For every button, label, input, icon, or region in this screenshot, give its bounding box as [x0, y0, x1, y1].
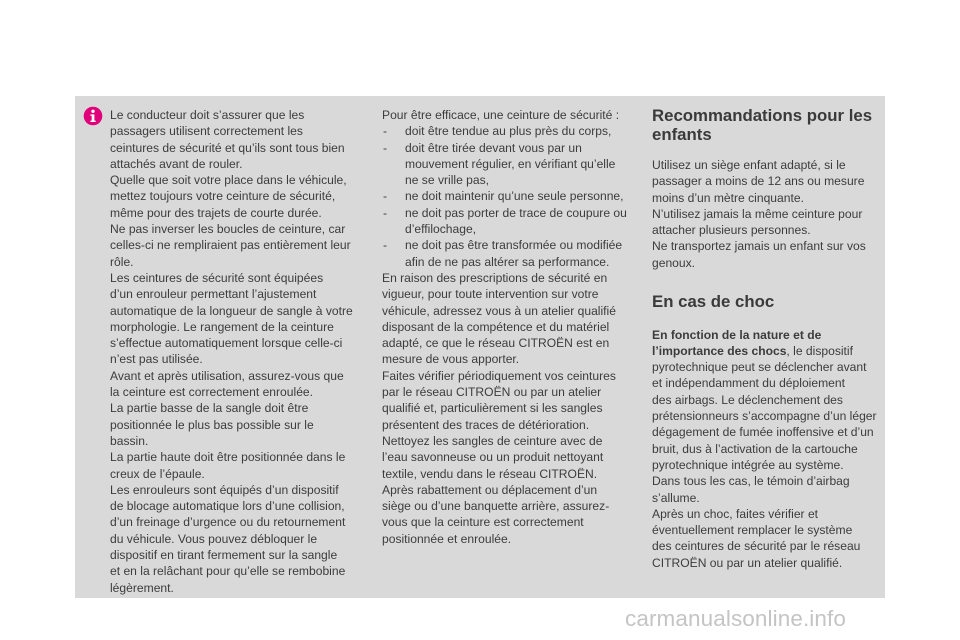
text-line-bold	[652, 327, 878, 343]
text-line: CITROËN ou par un atelier qualifié.	[652, 555, 843, 570]
text-line: Dans tous les cas, le témoin d’airbag	[652, 474, 850, 489]
text-line: et indépendamment du déploiement	[652, 376, 845, 391]
text-line: même pour des trajets de courte durée.	[110, 205, 322, 220]
text-line: des airbags. Le déclenchement des	[652, 392, 843, 407]
text-line: de blocage automatique lors d’une collision,	[110, 499, 345, 514]
text-line: disposant de la compétence et du matériel	[382, 319, 610, 334]
list-item-line: - doit être tirée devant vous par un	[405, 140, 582, 155]
text-line: bruit, dus à l’activation de la cartouche	[652, 441, 858, 456]
text-line: genoux.	[652, 255, 696, 270]
text-line: mettez toujours votre ceinture de sécurité,	[110, 189, 336, 204]
text-line: moins d’un mètre cinquante.	[652, 190, 804, 205]
text-line: vigueur, pour toute intervention sur votre	[382, 287, 599, 302]
text-line: véhicule, adressez vous à un atelier qualifié	[382, 303, 616, 318]
text-line: n’est pas utilisée.	[110, 352, 203, 367]
text-line: Le conducteur doit s’assurer que les	[110, 108, 305, 122]
column-right	[652, 107, 878, 571]
text-line: adapté, ce que le réseau CITROËN est en	[382, 336, 610, 351]
text-line: celles-ci ne rempliraient pas entièrement leur	[110, 238, 351, 253]
text-line: Après rabattement ou déplacement d’un	[382, 482, 598, 497]
text-line: Ne transportez jamais un enfant sur vos	[652, 239, 866, 254]
text-line: attachés avant de rouler.	[110, 156, 243, 171]
watermark-url: carmanualsonline.info	[625, 606, 846, 631]
text-line: d’un freinage d’urgence ou du retournement	[110, 515, 346, 530]
text-line: En raison des prescriptions de sécurité en	[382, 270, 608, 285]
text-line: Faites vérifier périodiquement vos ceintures	[382, 368, 616, 383]
list-item-line: - ne doit maintenir qu’une seule personne,	[405, 189, 624, 204]
list-item-line: - doit être tendue au plus près du corps,	[405, 124, 612, 139]
text-line: siège ou d’une banquette arrière, assurez-	[382, 499, 610, 514]
text-line: Utilisez un siège enfant adapté, si le	[652, 158, 846, 172]
text-line: attacher plusieurs personnes.	[652, 223, 811, 238]
text-line: textile, vendu dans le réseau CITROËN.	[382, 466, 598, 481]
text-line: Avant et après utilisation, assurez-vous que	[110, 368, 344, 383]
column-left	[110, 107, 372, 596]
list-item-line: d’effilochage,	[405, 222, 477, 237]
text-line: Les ceintures de sécurité sont équipées	[110, 270, 324, 285]
section-heading-children	[652, 107, 878, 144]
list-item	[382, 205, 634, 238]
list-item	[382, 237, 634, 270]
text-line: pyrotechnique peut se déclencher avant	[652, 360, 867, 375]
text-line: automatique de la longueur de sangle à votre	[110, 303, 353, 318]
heading-line: Recommandations pour les	[652, 106, 873, 125]
requirements-list	[382, 123, 634, 270]
text-line: mesure de vous apporter.	[382, 352, 520, 367]
bold-text: En fonction de la nature et de	[652, 327, 822, 342]
text-line: vous que la ceinture est correctement	[382, 515, 584, 530]
list-intro: Pour être efficace, une ceinture de sécurité :	[382, 108, 620, 122]
text-line: s’effectue automatiquement lorsque celle-ci	[110, 336, 343, 351]
text-line: pyrotechnique intégrée au système.	[652, 457, 844, 472]
section-heading-crash: En cas de choc	[652, 292, 775, 312]
text-line: l’eau savonneuse ou un produit nettoyant	[382, 450, 604, 465]
text-line: passager a moins de 12 ans ou mesure	[652, 174, 865, 189]
text-line: et en la relâchant pour qu’elle se rembobine	[110, 564, 346, 579]
info-icon	[83, 106, 103, 126]
text-line: qualifié et, particulièrement si les sangles	[382, 401, 603, 416]
text-line: s’allume.	[652, 490, 700, 505]
list-item-line: - ne doit pas porter de trace de coupure ou	[405, 205, 627, 220]
list-item	[382, 188, 634, 204]
text-line: Après un choc, faites vérifier et	[652, 506, 819, 521]
list-item-line: afin de ne pas altérer sa performance.	[405, 254, 610, 269]
text-line: présentent des traces de détérioration.	[382, 417, 590, 432]
list-item-line: mouvement régulier, en vérifiant qu’elle	[405, 156, 616, 171]
text-line: des ceintures de sécurité par le réseau	[652, 539, 861, 554]
text-line: d’un enrouleur permettant l’ajustement	[110, 287, 317, 302]
text-line: légèrement.	[110, 580, 174, 595]
text-line	[652, 343, 878, 359]
text-line: morphologie. Le rangement de la ceinture	[110, 319, 334, 334]
text-line: N’utilisez jamais la même ceinture pour	[652, 206, 863, 221]
text-line: rôle.	[110, 254, 134, 269]
text-line: positionnée le plus bas possible sur le	[110, 417, 314, 432]
text-line: dispositif en tirant fermement sur la sangle	[110, 548, 338, 563]
text-line: positionnée et enroulée.	[382, 531, 512, 546]
text-line: Nettoyez les sangles de ceinture avec de	[382, 433, 603, 448]
text-line: du véhicule. Vous pouvez débloquer le	[110, 531, 318, 546]
text-line: éventuellement remplacer le système	[652, 523, 853, 538]
bold-text: l’importance des chocs	[652, 343, 787, 358]
text-line: Les enrouleurs sont équipés d’un dispositif	[110, 482, 339, 497]
list-item	[382, 140, 634, 189]
text-line: bassin.	[110, 433, 149, 448]
text-line: La partie haute doit être positionnée dans le	[110, 450, 346, 465]
text-run: , le dispositif	[786, 343, 853, 358]
list-item-line: - ne doit pas être transformée ou modifiée	[405, 238, 623, 253]
text-line: la ceinture est correctement enroulée.	[110, 385, 314, 400]
text-line: dégagement de fumée inoffensive et d’un	[652, 425, 874, 440]
text-line: passagers utilisent correctement les	[110, 124, 303, 139]
text-line: Ne pas inverser les boucles de ceinture, car	[110, 222, 346, 237]
text-line: ceintures de sécurité et qu’ils sont tous bien	[110, 140, 345, 155]
text-line: Quelle que soit votre place dans le véhicule,	[110, 173, 347, 188]
heading-line: enfants	[652, 124, 712, 144]
text-line: La partie basse de la sangle doit être	[110, 401, 309, 416]
text-line: prétensionneurs s’accompagne d’un léger	[652, 409, 877, 424]
list-item	[382, 123, 634, 139]
list-item-line: ne se vrille pas,	[405, 173, 490, 188]
column-middle	[382, 107, 634, 547]
text-line: creux de l’épaule.	[110, 466, 205, 481]
text-line: par le réseau CITROËN ou par un atelier	[382, 385, 602, 400]
